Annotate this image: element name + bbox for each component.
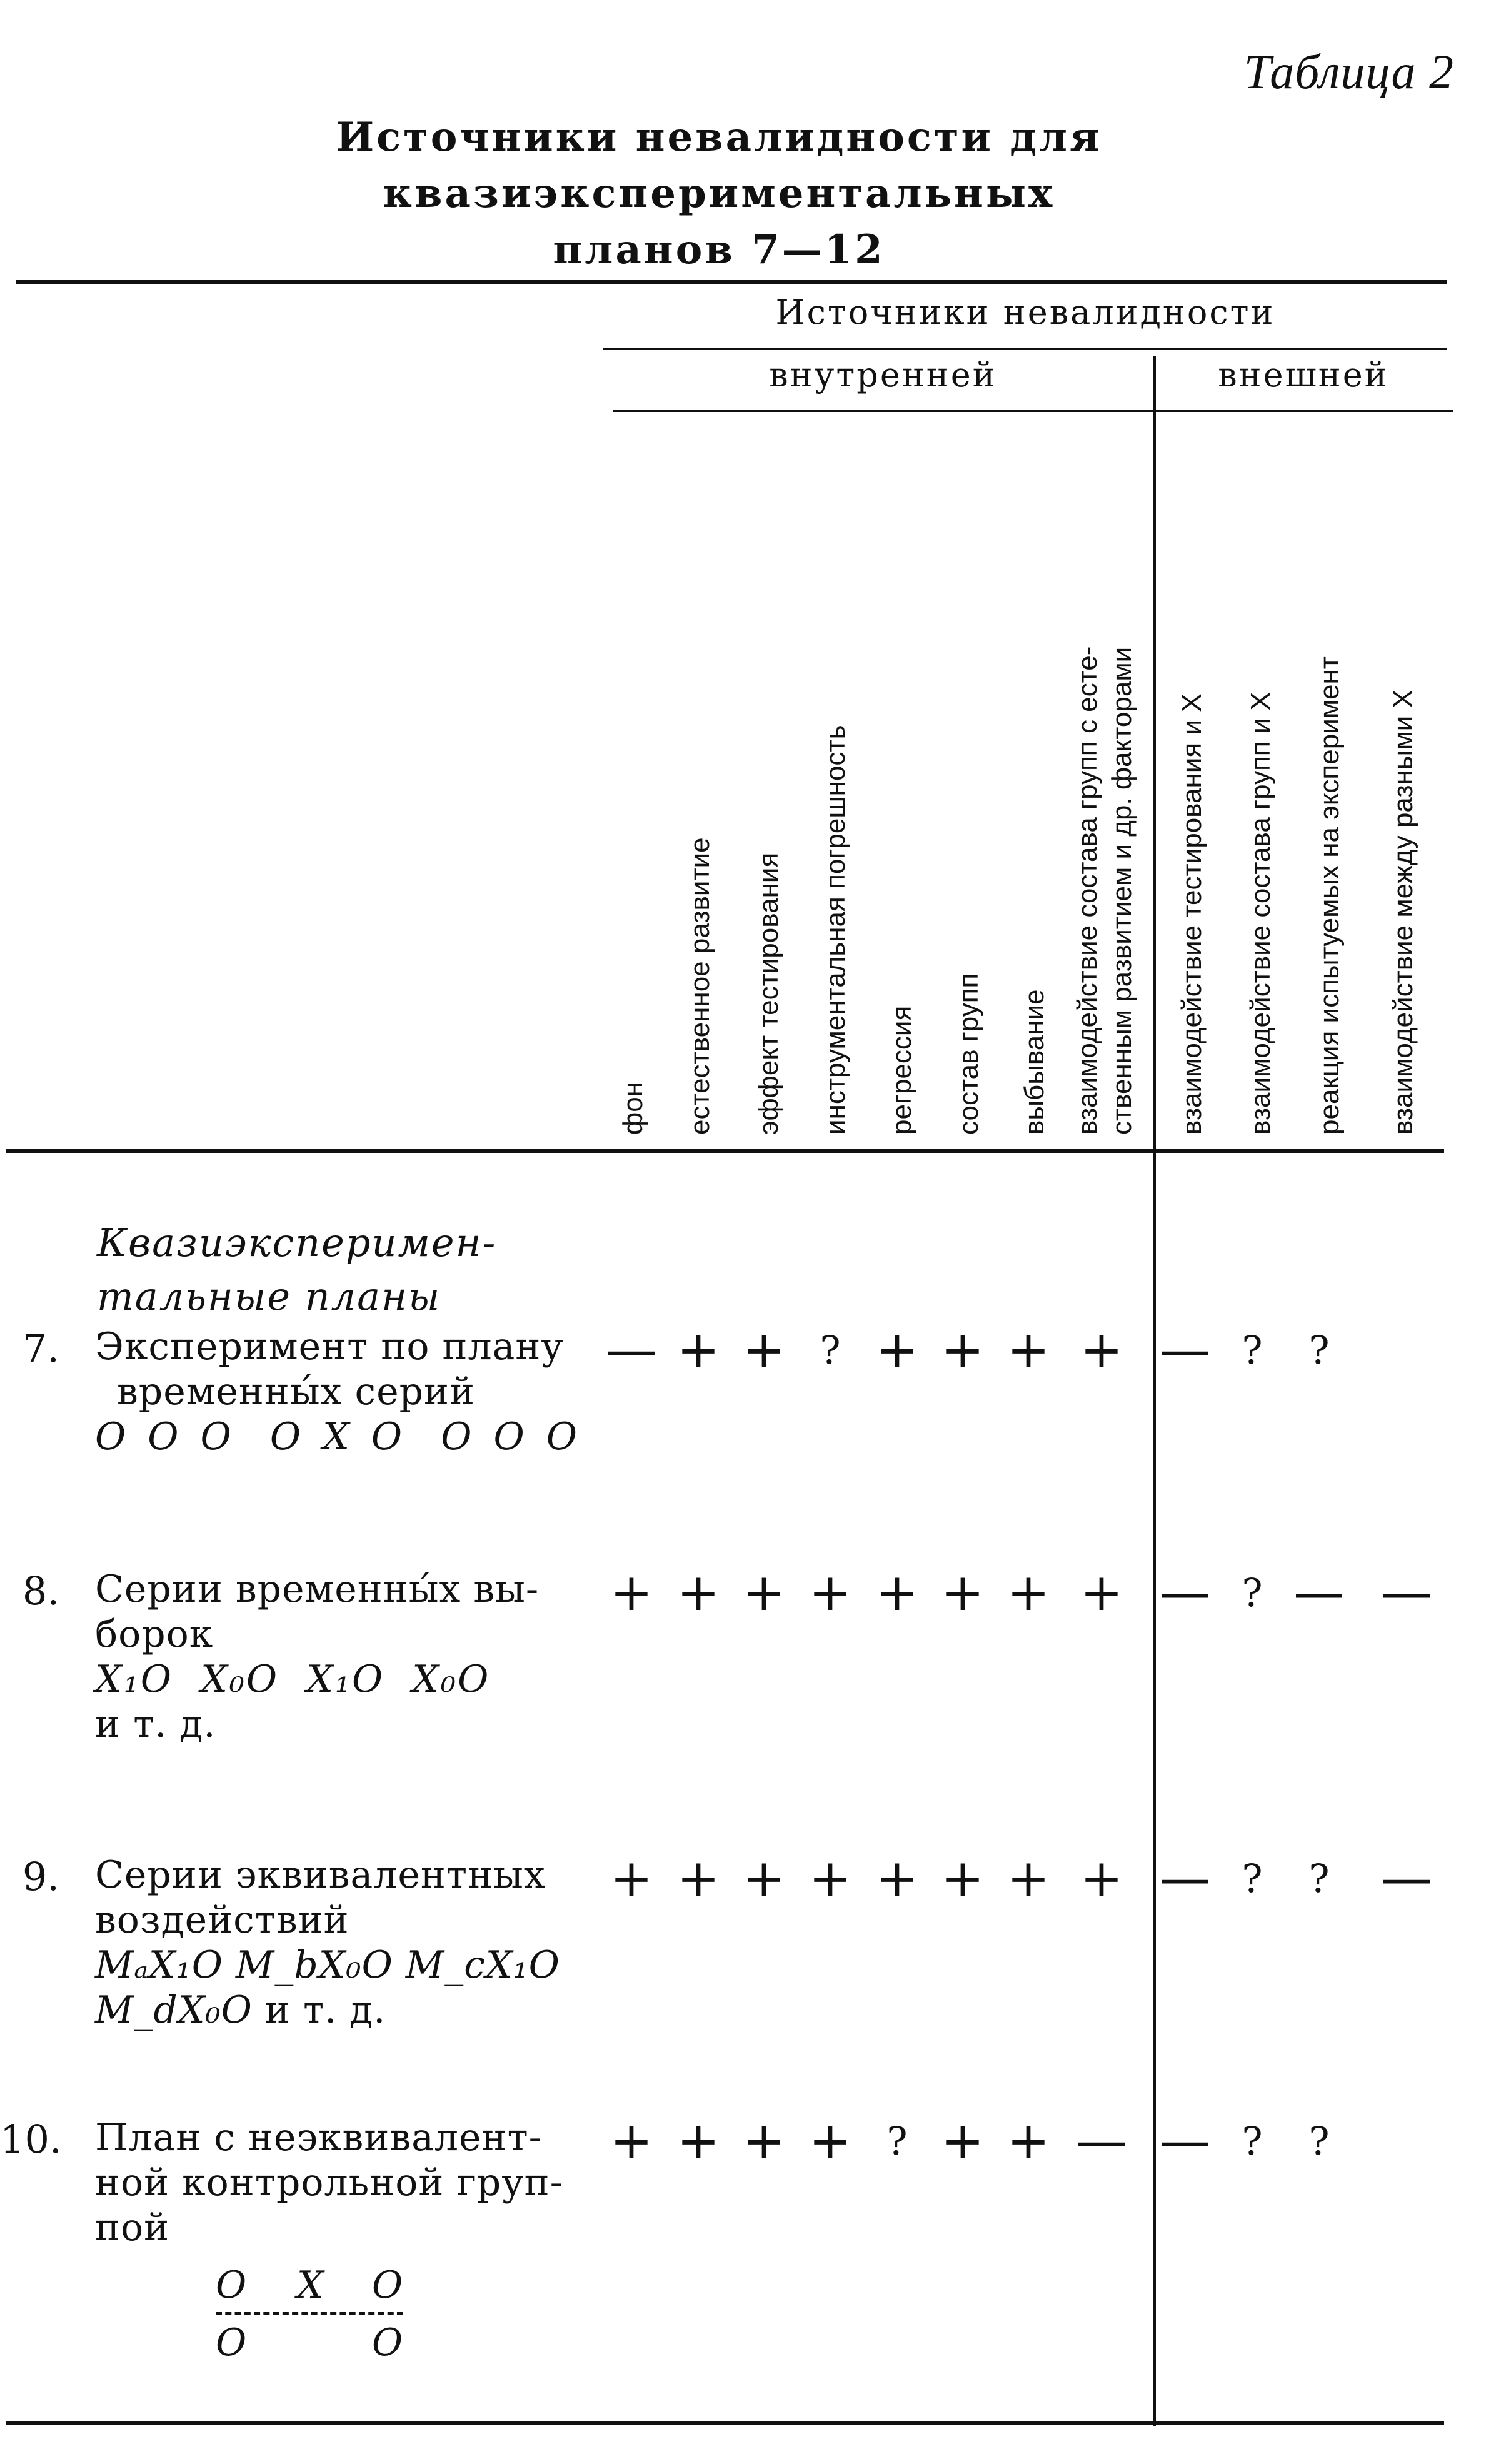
mark-plan-7-internal-6: + (941, 1320, 985, 1380)
mark-plan-9-internal-4: + (808, 1849, 852, 1908)
mark-plan-9-external-4: — (1381, 1849, 1432, 1908)
mark-plan-8-external-4: — (1381, 1563, 1432, 1622)
mark-plan-7-internal-8: + (1080, 1320, 1123, 1380)
plan-number-10: 10. (0, 2116, 62, 2162)
mark-plan-7-external-2: ? (1242, 1327, 1263, 1373)
header-external: внешней (1218, 355, 1389, 395)
mark-plan-7-internal-2: + (676, 1320, 720, 1380)
mark-plan-9-external-3: ? (1308, 1856, 1330, 1901)
mark-plan-10-internal-4: + (808, 2111, 852, 2171)
mark-plan-8-internal-3: + (742, 1563, 786, 1622)
mark-plan-8-internal-1: + (610, 1563, 653, 1622)
mark-plan-8-internal-7: + (1007, 1563, 1050, 1622)
group-separator-dashed-line (216, 2312, 403, 2315)
plan-7-description: Эксперимент по плану временны́х серий O O O O X O O O O (95, 1325, 582, 1459)
mark-plan-8-internal-4: + (808, 1563, 852, 1622)
title-line-1: Источники невалидности для квазиэкспериментальных (336, 114, 1102, 217)
mark-plan-9-internal-6: + (941, 1849, 985, 1908)
mark-plan-8-internal-6: + (941, 1563, 985, 1622)
mark-plan-10-internal-5: ? (886, 2118, 908, 2164)
plan-10-diagram: O X O O O (216, 2263, 403, 2365)
mark-plan-9-external-2: ? (1242, 1856, 1263, 1901)
mark-plan-7-external-3: ? (1308, 1327, 1330, 1373)
mark-plan-8-internal-8: + (1080, 1563, 1123, 1622)
mark-plan-7-external-1: — (1159, 1320, 1210, 1380)
mark-plan-7-internal-7: + (1007, 1320, 1050, 1380)
header-internal: внутренней (769, 355, 997, 395)
mark-plan-9-internal-2: + (676, 1849, 720, 1908)
mark-plan-8-internal-2: + (676, 1563, 720, 1622)
plan-10-description: План с неэквивалент- ной контрольной груп- пой (95, 2116, 563, 2250)
mark-plan-10-internal-8: — (1076, 2111, 1127, 2171)
mark-plan-7-internal-5: + (875, 1320, 919, 1380)
title-line-2: планов 7—12 (553, 226, 885, 273)
mark-plan-7-internal-4: ? (820, 1327, 841, 1373)
mark-plan-9-internal-8: + (1080, 1849, 1123, 1908)
mark-plan-10-external-3: ? (1308, 2118, 1330, 2164)
plan-number-9: 9. (22, 1854, 59, 1899)
mark-plan-10-internal-3: + (742, 2111, 786, 2171)
mark-plan-9-internal-1: + (610, 1849, 653, 1908)
section-heading: Квазиэксперимен- тальные планы (97, 1220, 497, 1319)
top-rule (16, 280, 1447, 284)
mark-plan-9-external-1: — (1159, 1849, 1210, 1908)
mark-plan-8-external-1: — (1159, 1563, 1210, 1622)
table-title (63, 109, 1375, 278)
mark-plan-7-internal-3: + (742, 1320, 786, 1380)
mark-plan-10-internal-1: + (610, 2111, 653, 2171)
header-main-underline (603, 348, 1447, 350)
plan-number-7: 7. (22, 1325, 59, 1371)
header-sub-underline (613, 410, 1453, 412)
table-label: Таблица 2 (1243, 44, 1454, 99)
mark-plan-10-internal-2: + (676, 2111, 720, 2171)
header-bottom-rule (6, 1149, 1444, 1153)
mark-plan-9-internal-5: + (875, 1849, 919, 1908)
plan-number-8: 8. (22, 1568, 59, 1614)
mark-plan-10-internal-6: + (941, 2111, 985, 2171)
mark-plan-8-external-3: — (1293, 1563, 1345, 1622)
mark-plan-7-internal-1: — (606, 1320, 657, 1380)
mark-plan-8-external-2: ? (1242, 1570, 1263, 1616)
mark-plan-9-internal-3: + (742, 1849, 786, 1908)
mark-plan-9-internal-7: + (1007, 1849, 1050, 1908)
mark-plan-10-internal-7: + (1007, 2111, 1050, 2171)
mark-plan-10-external-1: — (1159, 2111, 1210, 2171)
plan-8-description: Серии временны́х вы- борок X₁O X₀O X₁O X₀O и т. д. (95, 1567, 540, 1746)
mark-plan-8-internal-5: + (875, 1563, 919, 1622)
header-main: Источники невалидности (775, 293, 1275, 332)
plan-9-description: Серии эквивалентных воздействий MₐX₁O M_bX₀O M_cX₁O M_dX₀O и т. д. (95, 1853, 560, 2032)
bottom-rule (6, 2421, 1444, 2425)
mark-plan-10-external-2: ? (1242, 2118, 1263, 2164)
